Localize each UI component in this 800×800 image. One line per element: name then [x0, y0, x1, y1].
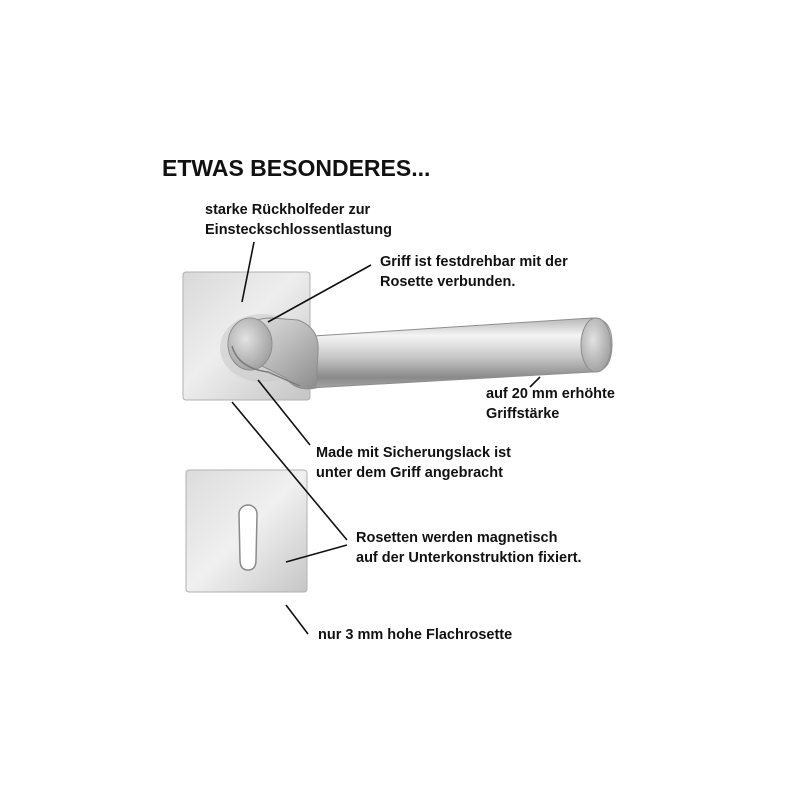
callout-flat-rosette-line1: nur 3 mm hohe Flachrosette	[318, 627, 513, 643]
callout-safety-lacquer-line2: unter dem Griff angebracht	[316, 465, 503, 481]
callout-return-spring-line1: starke Rückholfeder zur	[205, 202, 371, 218]
callout-magnetic-rosettes	[356, 528, 582, 568]
callout-flat-rosette	[318, 625, 512, 645]
callout-safety-lacquer	[316, 443, 511, 483]
lever-handle	[228, 318, 612, 389]
callout-grip-thickness-line2: Griffstärke	[486, 406, 560, 422]
callout-grip-thickness-line1: auf 20 mm erhöhte	[486, 386, 615, 402]
callout-magnetic-rosettes-line1: Rosetten werden magnetisch	[356, 530, 558, 546]
leader-line-flat	[286, 605, 308, 634]
callout-safety-lacquer-line1: Made mit Sicherungslack ist	[316, 445, 512, 461]
callout-return-spring	[205, 200, 392, 240]
callout-rotatable-grip	[380, 252, 568, 292]
page-title: ETWAS BESONDERES...	[162, 155, 431, 181]
lever-end-cap	[581, 318, 611, 372]
keyhole-icon	[239, 505, 257, 570]
callout-rotatable-grip-line1: Griff ist festdrehbar mit der	[380, 254, 568, 270]
key-rosette	[186, 470, 307, 592]
callout-rotatable-grip-line2: Rosette verbunden.	[380, 274, 516, 290]
callout-magnetic-rosettes-line2: auf der Unterkonstruktion fixiert.	[356, 550, 582, 566]
callout-grip-thickness	[486, 384, 615, 424]
callout-return-spring-line2: Einsteckschlossentlastung	[205, 222, 392, 238]
